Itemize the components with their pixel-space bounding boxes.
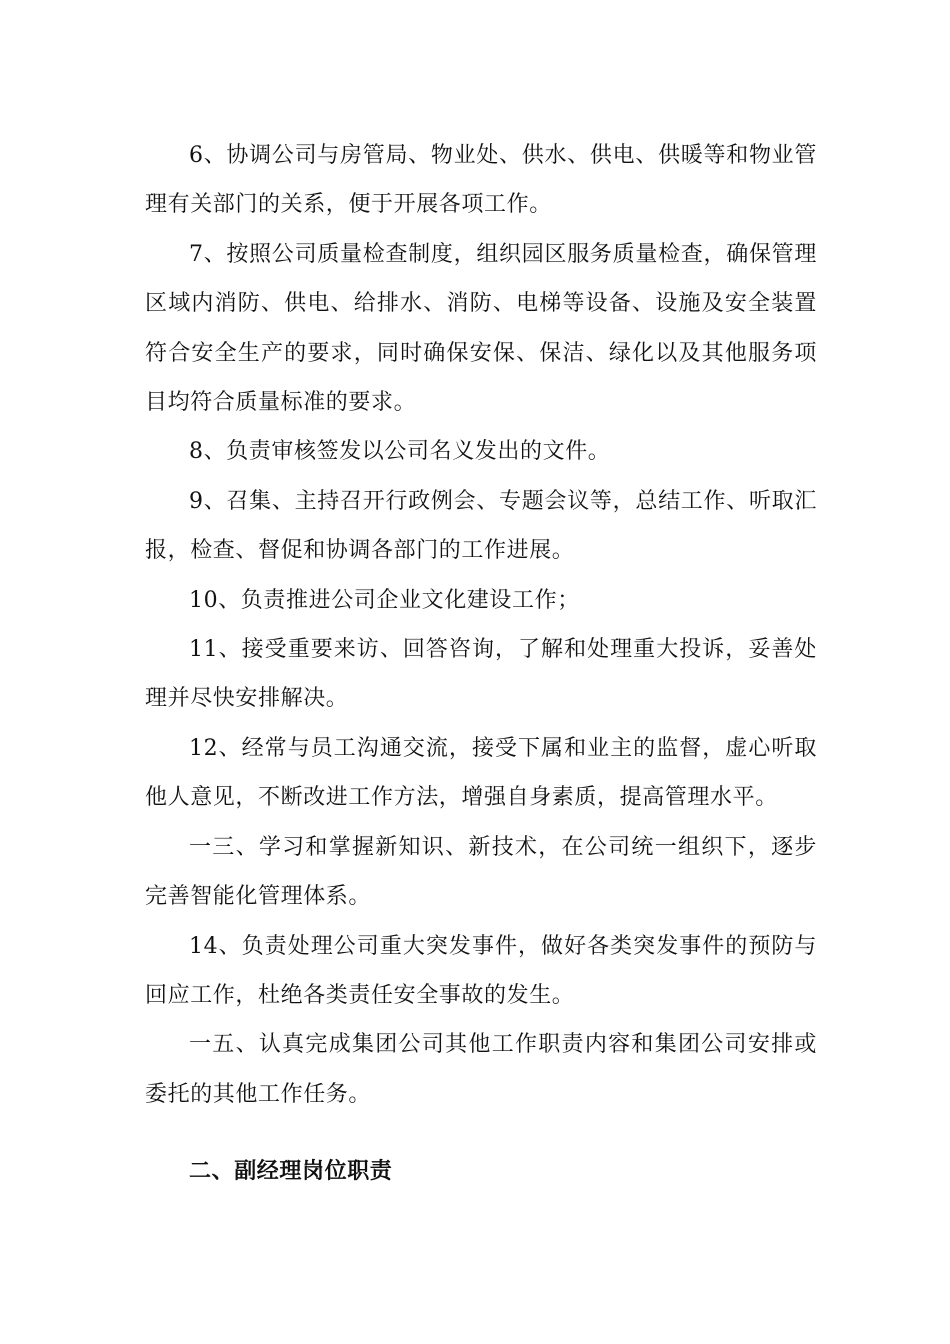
paragraph-item-10: 10、负责推进公司企业文化建设工作； <box>189 587 580 613</box>
paragraph-item-12: 12、经常与员工沟通交流，接受下属和业主的监督，虚心听取他人意见，不断改进工作方法，增强自身素质，提高管理水平。 <box>145 735 817 811</box>
paragraph-item-7: 7、按照公司质量检查制度，组织园区服务质量检查，确保管理区域内消防、供电、给排水、消防、电梯等设备、设施及安全装置符合安全生产的要求，同时确保安保、保洁、绿化以及其他服务项目均符合质量标准的要求。 <box>145 241 817 416</box>
paragraph-item-9: 9、召集、主持召开行政例会、专题会议等，总结工作、听取汇报，检查、督促和协调各部门的工作进展。 <box>145 488 817 564</box>
section-heading: 二、副经理岗位职责 <box>189 1159 393 1184</box>
document-body <box>145 131 817 1119</box>
paragraph-item-6: 6、协调公司与房管局、物业处、供水、供电、供暖等和物业管理有关部门的关系，便于开展各项工作。 <box>145 143 817 218</box>
paragraph-item-14: 14、负责处理公司重大突发事件，做好各类突发事件的预防与回应工作，杜绝各类责任安全事故的发生。 <box>145 933 817 1008</box>
paragraph-item-8: 8、负责审核签发以公司名义发出的文件。 <box>189 439 611 465</box>
paragraph-item-11: 11、接受重要来访、回答咨询，了解和处理重大投诉，妥善处理并尽快安排解决。 <box>145 637 817 712</box>
paragraph-item-13: 一三、学习和掌握新知识、新技术，在公司统一组织下，逐步完善智能化管理体系。 <box>145 834 817 910</box>
paragraph-item-15: 一五、认真完成集团公司其他工作职责内容和集团公司安排或委托的其他工作任务。 <box>145 1032 817 1107</box>
